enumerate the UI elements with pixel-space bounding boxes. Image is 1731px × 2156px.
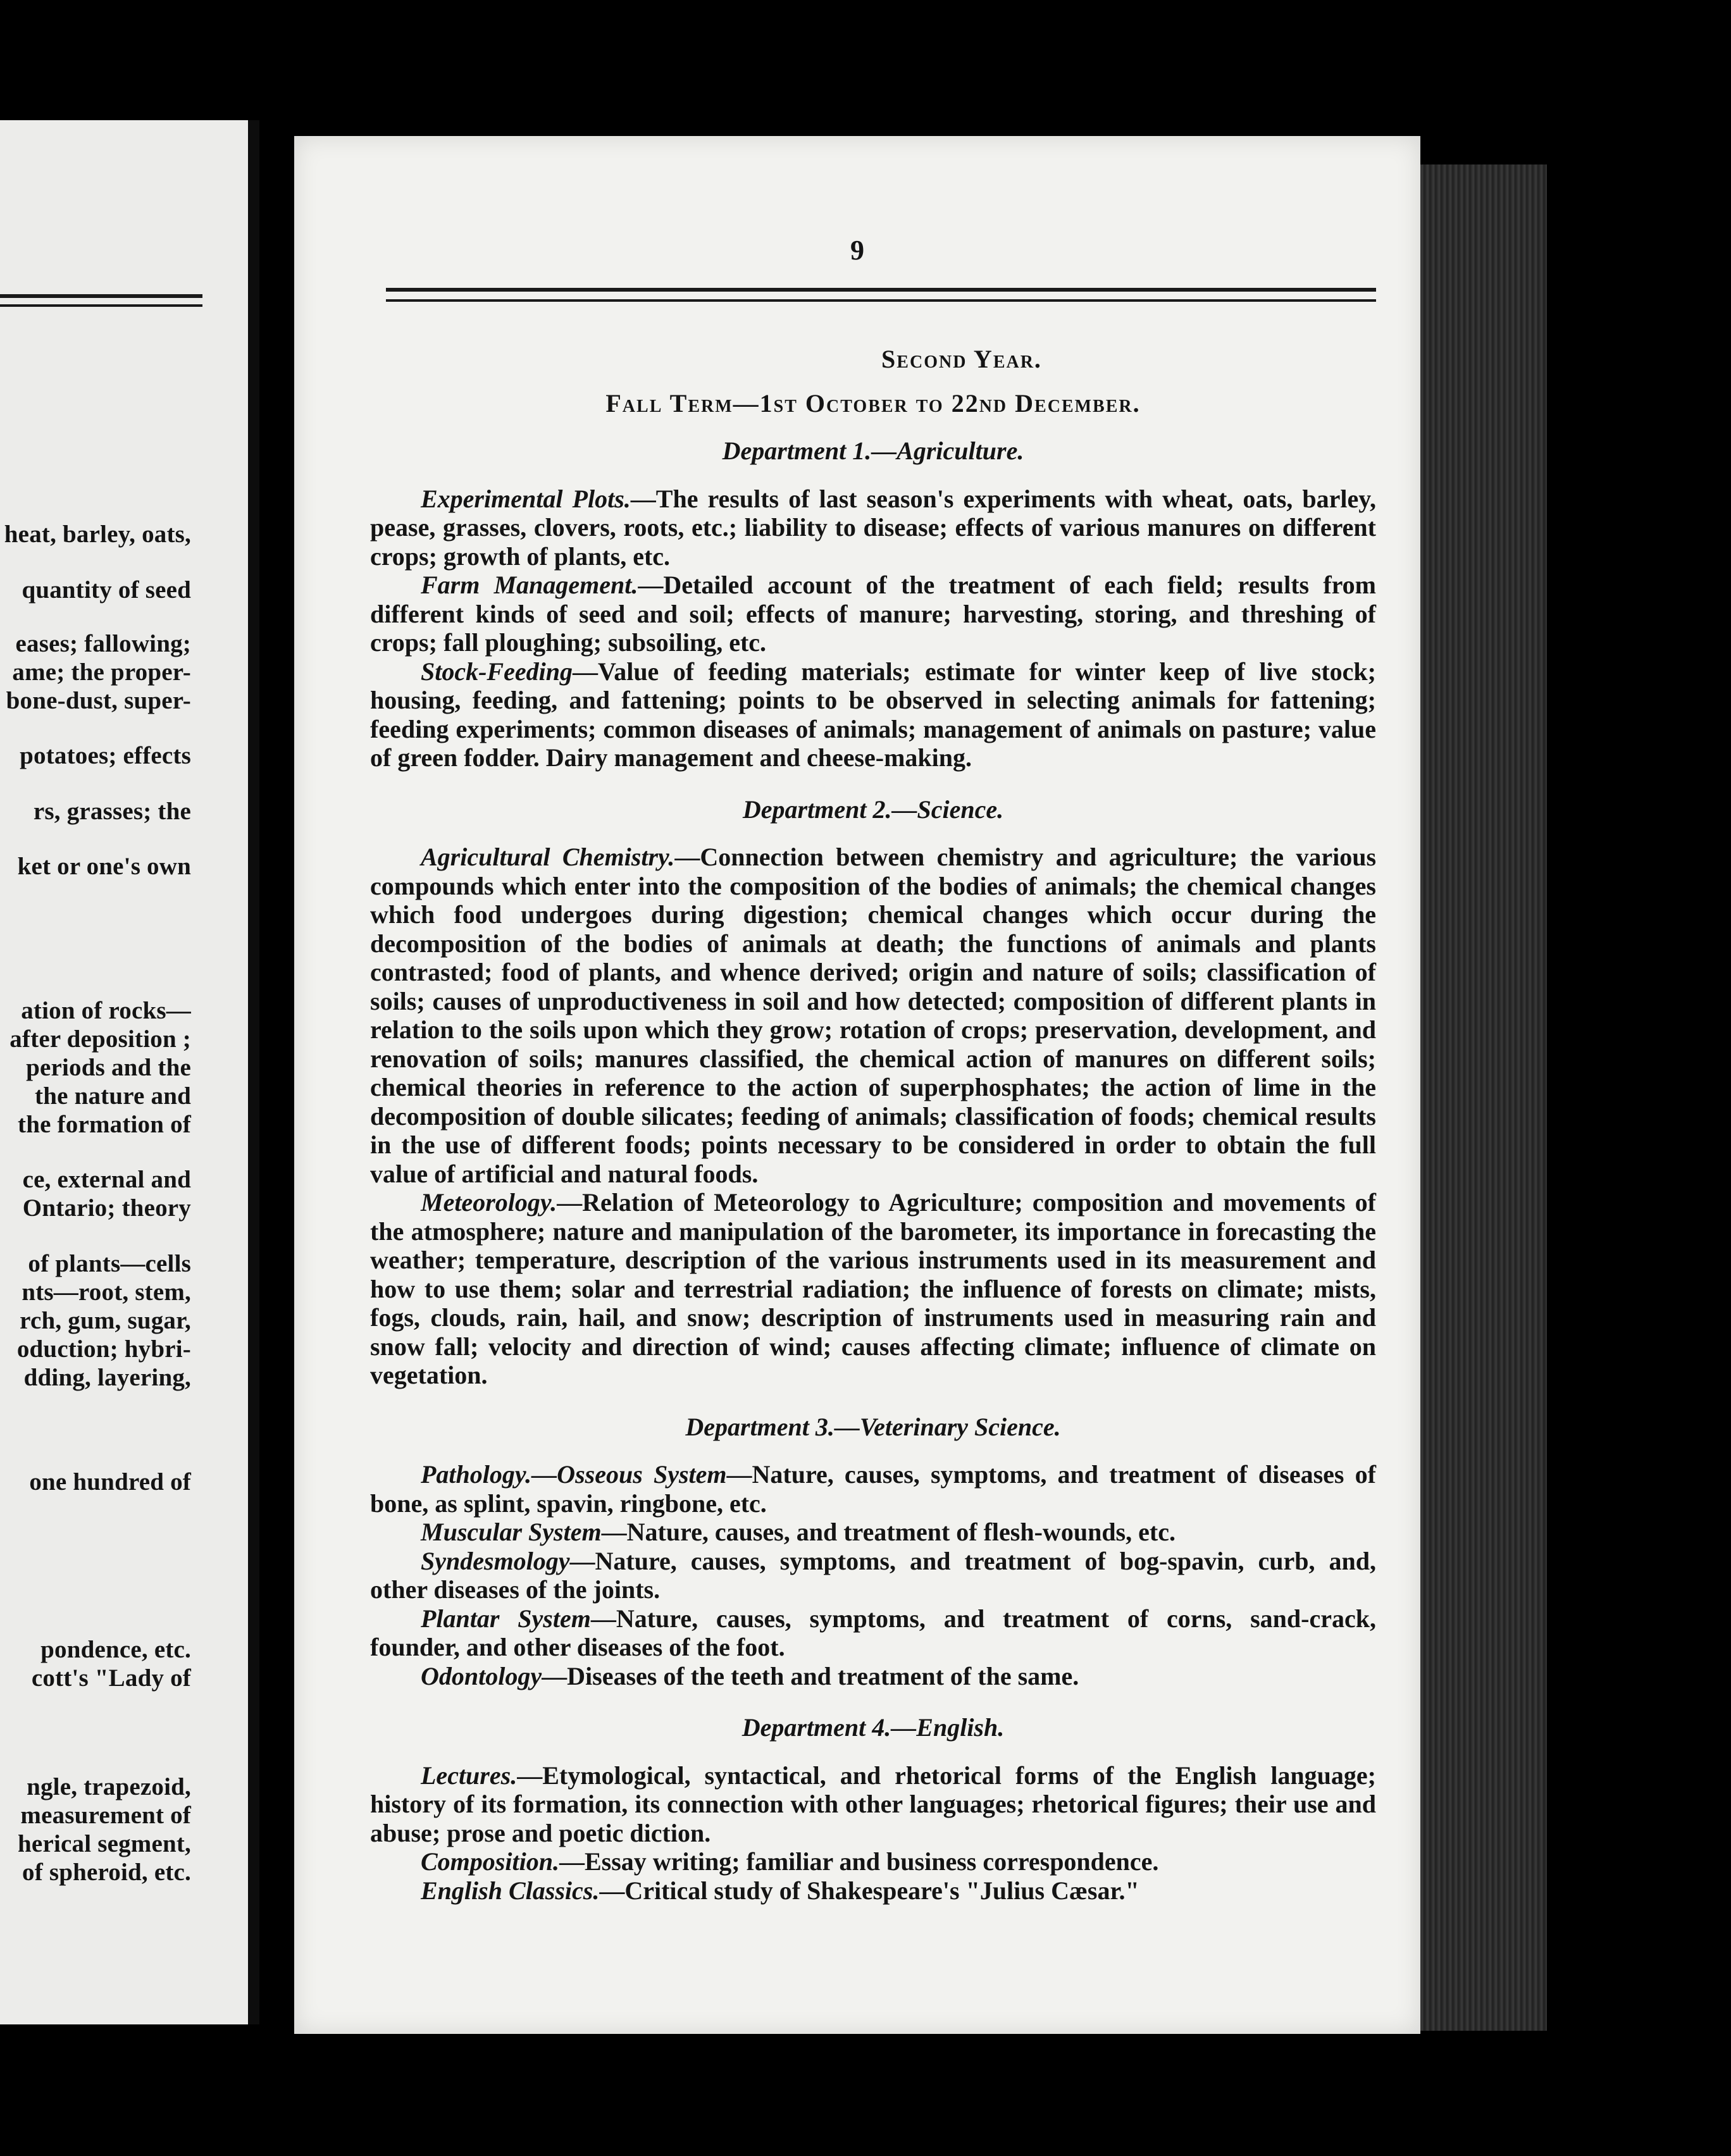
- entry-label: Agricultural Chemistry.: [421, 843, 675, 871]
- course-entry: [370, 1604, 1376, 1662]
- left-line: Ontario; theory: [22, 1194, 191, 1222]
- course-entry: [370, 485, 1376, 571]
- left-line: potatoes; effects: [20, 742, 191, 769]
- entry-label: Meteorology.: [421, 1188, 557, 1217]
- left-double-rule: [0, 294, 202, 307]
- entry-text: —Critical study of Shakespeare's "Julius Cæsar.": [599, 1876, 1139, 1905]
- left-line: periods and the: [26, 1054, 191, 1081]
- page-edge-stack: [1420, 164, 1547, 2031]
- entry-text: —Relation of Meteorology to Agriculture; composition and movements of the atmosphere; nature and manipulation of the barometer, its importance in forecasting the weather; temperature, description of the various instruments used in its measurement and how to use them; solar and terrestrial radiation; the influence of forests on climate; mists, fogs, clouds, rain, hail, and snow; description of instruments used in measuring rain and snow fall; velocity and direction of wind; causes affecting climate; influence of climate on vegetation.: [370, 1188, 1376, 1389]
- entry-text: —Nature, causes, symptoms, and treatment of corns, sand-crack, founder, and other diseases of the foot.: [370, 1604, 1376, 1661]
- left-line: rs, grasses; the: [33, 798, 191, 825]
- left-line: ket or one's own: [17, 853, 191, 880]
- left-line: oduction; hybri-: [16, 1335, 191, 1363]
- left-line: ngle, trapezoid,: [27, 1773, 191, 1800]
- left-line: ation of rocks—: [21, 997, 191, 1024]
- left-line: ame; the proper-: [12, 659, 191, 686]
- course-entry: [370, 1460, 1376, 1518]
- entry-text: —Diseases of the teeth and treatment of the same.: [542, 1661, 1079, 1690]
- left-line: herical segment,: [18, 1830, 191, 1857]
- entry-label: Odontology: [421, 1661, 542, 1690]
- entry-text: —Value of feeding materials; estimate for winter keep of live stock; housing, feeding, and fattening; points to be observed in selecting animals for fattening; feeding experiments; common diseases of animals; management of animals on pasture; value of green fodder. Dairy management and cheese-making.: [370, 657, 1376, 772]
- course-entry: [370, 1188, 1376, 1390]
- right-page: [294, 136, 1420, 2034]
- left-line: ce, external and: [22, 1166, 191, 1193]
- left-line: of plants—cells: [28, 1250, 191, 1277]
- entry-label: English Classics.: [421, 1876, 600, 1905]
- entry-text: —Connection between chemistry and agriculture; the various compounds which enter into the composition of the bodies of animals; the chemical changes which food undergoes during digestion; chemical changes which occur during the decomposition of the bodies of animals at death; the functions of animals and plants contrasted; food of plants, and whence derived; origin and nature of soils; classification of soils; causes of unproductiveness in soil and how detected; composition of different plants in relation to the soils upon which they grow; rotation of crops; preservation, development, and renovation of soils; manures classified, the chemical action of manures on different soils; chemical theories in reference to the action of superphosphates; the action of lime in the decomposition of double silicates; feeding of animals; classification of foods; chemical results in the use of different foods; points necessary to be considered in order to obtain the full value of artificial and natural foods.: [370, 843, 1377, 1188]
- header-double-rule: [386, 288, 1376, 302]
- entry-text: —Essay writing; familiar and business correspondence.: [559, 1847, 1159, 1876]
- entry-label: Experimental Plots.: [421, 484, 631, 513]
- course-entry: [370, 1847, 1376, 1876]
- entry-text: —Detailed account of the treatment of each field; results from different kinds of seed and soil; effects of manure; harvesting, storing, and threshing of crops; fall ploughing; subsoiling, etc.: [370, 571, 1376, 657]
- entry-text: —The results of last season's experiments with wheat, oats, barley, pease, grasses, clovers, roots, etc.; liability to disease; effects of various manures on different crops; growth of plants, etc.: [370, 484, 1376, 571]
- term-heading: Fall Term—1st October to 22nd December.: [605, 388, 1141, 418]
- entry-text: —Nature, causes, symptoms, and treatment of diseases of bone, as splint, spavin, ringbone, etc.: [370, 1460, 1377, 1518]
- left-line: one hundred of: [29, 1468, 191, 1496]
- entry-label: Plantar System: [421, 1604, 591, 1633]
- department-heading: Department 3.—Veterinary Science.: [685, 1412, 1061, 1441]
- entry-text: —Nature, causes, and treatment of flesh-wounds, etc.: [601, 1518, 1176, 1546]
- left-line: eases; fallowing;: [15, 630, 191, 657]
- course-entry: [370, 1761, 1376, 1848]
- entry-text: —Nature, causes, symptoms, and treatment of bog-spavin, curb, and, other diseases of the joints.: [370, 1546, 1376, 1604]
- course-entry: [370, 571, 1376, 657]
- left-line: dding, layering,: [23, 1364, 191, 1391]
- entry-label: Composition.: [421, 1847, 559, 1876]
- entry-label: Stock-Feeding: [421, 657, 573, 686]
- left-line: bone-dust, super-: [6, 687, 191, 714]
- department-heading: Department 4.—English.: [741, 1713, 1005, 1742]
- left-line: nts—root, stem,: [22, 1279, 191, 1306]
- entry-label: Lectures.: [421, 1761, 518, 1790]
- left-line: measurement of: [20, 1802, 191, 1829]
- left-line: pondence, etc.: [40, 1636, 191, 1663]
- entry-text: —Etymological, syntactical, and rhetorical forms of the English language; history of its formation, its connection with other languages; rhetorical figures; their use and abuse; prose and poetic diction.: [370, 1761, 1376, 1847]
- year-heading: Second Year.: [881, 345, 1042, 373]
- left-line: heat, barley, oats,: [4, 521, 191, 548]
- course-entry: [370, 657, 1376, 772]
- left-page: [0, 120, 259, 2024]
- left-line: of spheroid, etc.: [22, 1859, 191, 1886]
- left-line: cott's "Lady of: [31, 1664, 191, 1692]
- entry-label: Syndesmology: [421, 1546, 570, 1575]
- course-entry: [370, 1662, 1376, 1691]
- left-line: quantity of seed: [22, 576, 191, 604]
- entry-label: Farm Management.: [421, 571, 638, 599]
- department-heading: Department 2.—Science.: [742, 795, 1004, 824]
- left-line: rch, gum, sugar,: [20, 1307, 191, 1334]
- left-line: the nature and: [35, 1082, 191, 1110]
- course-entry: [370, 1547, 1376, 1604]
- entry-label: Muscular System: [421, 1518, 602, 1546]
- page-content: [370, 345, 1376, 1905]
- left-line: after deposition ;: [9, 1025, 191, 1053]
- course-entry: [370, 843, 1376, 1188]
- department-heading: Department 1.—Agriculture.: [722, 437, 1024, 465]
- course-entry: [370, 1518, 1376, 1547]
- entry-label: Pathology.—Osseous System: [421, 1460, 727, 1489]
- left-line: the formation of: [18, 1111, 191, 1138]
- page-number: 9: [850, 235, 864, 266]
- course-entry: [370, 1876, 1376, 1905]
